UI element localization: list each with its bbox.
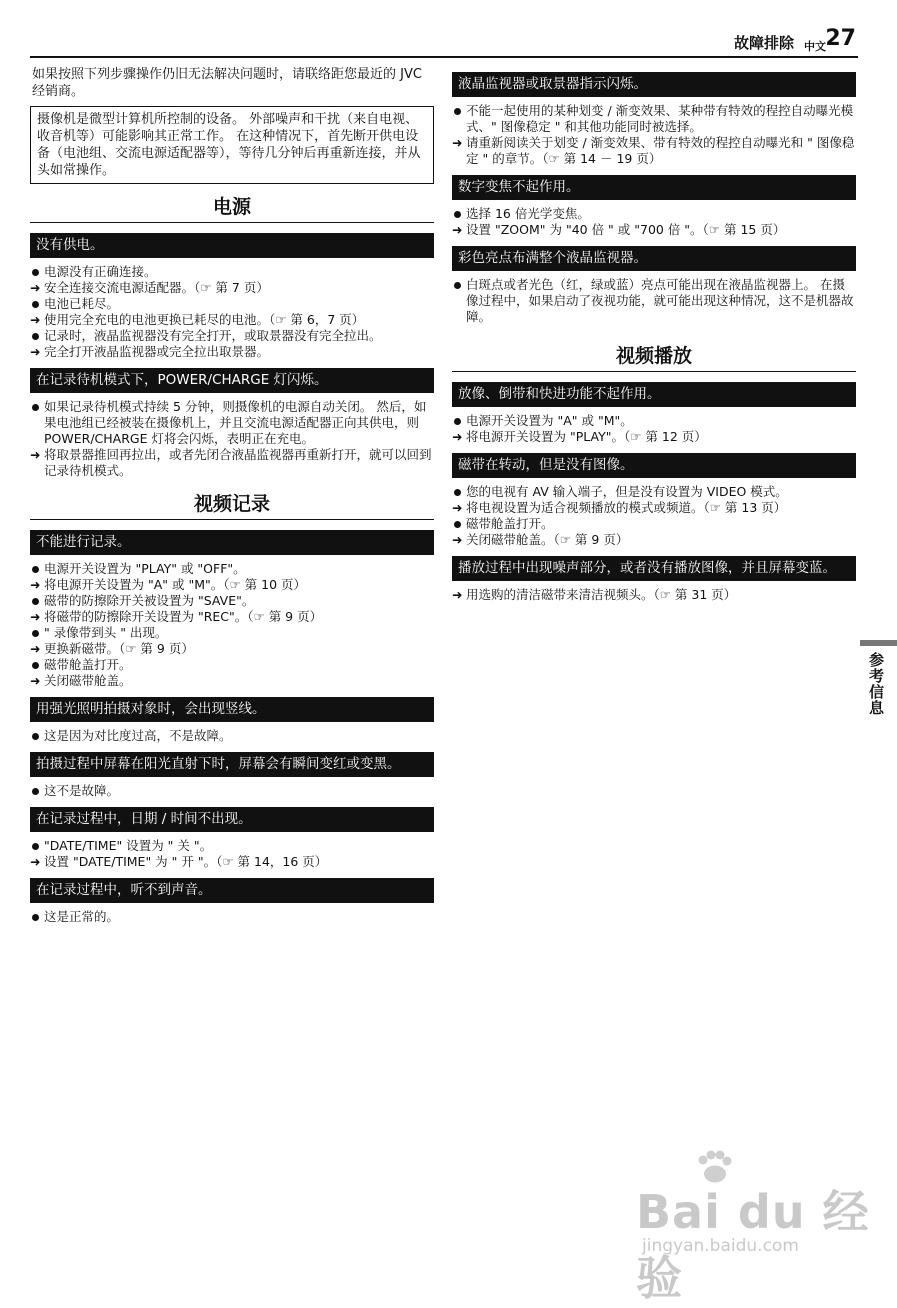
display-sections bbox=[452, 72, 856, 325]
bullet-icon bbox=[32, 598, 39, 605]
arrow-icon: ➜ bbox=[452, 532, 463, 547]
bullet-icon bbox=[32, 333, 39, 340]
problem-heading: 播放过程中出现噪声部分，或者没有播放图像，并且屏幕变蓝。 bbox=[452, 556, 856, 581]
item-text: 白斑点或者光色（红，绿或蓝）亮点可能出现在液晶监视器上。 在摄像过程中，如果启动了夜视功能，就可能出现这种情况，这不是机器故障。 bbox=[466, 277, 854, 324]
item-text: 记录时，液晶监视器没有完全打开，或取景器没有完全拉出。 bbox=[44, 328, 382, 343]
cause-item bbox=[30, 296, 434, 312]
item-text: " 录像带到头 " 出现。 bbox=[44, 625, 168, 640]
item-text: 选择 16 倍光学变焦。 bbox=[466, 206, 590, 221]
remedy-item bbox=[452, 222, 856, 238]
item-text: 电池已耗尽。 bbox=[44, 296, 120, 311]
remedy-item bbox=[452, 500, 856, 516]
problem-heading: 拍摄过程中屏幕在阳光直射下时，屏幕会有瞬间变红或变黑。 bbox=[30, 752, 434, 777]
item-text: 设置 "ZOOM" 为 "40 倍 " 或 "700 倍 "。（☞ 第 15 页） bbox=[466, 222, 786, 237]
cause-item bbox=[30, 838, 434, 854]
notice-box: 摄像机是微型计算机所控制的设备。 外部噪声和干扰（来自电视、收音机等）可能影响其正常工作。 在这种情况下，首先断开供电设备（电池组、交流电源适配器等），等待几分钟后再重新连接，并从头如常操作。 bbox=[30, 106, 434, 184]
arrow-icon: ➜ bbox=[30, 609, 41, 624]
bullet-icon bbox=[32, 843, 39, 850]
item-text: 这不是故障。 bbox=[44, 783, 120, 798]
arrow-icon: ➜ bbox=[30, 641, 41, 656]
arrow-icon: ➜ bbox=[452, 429, 463, 444]
item-text: 电源没有正确连接。 bbox=[44, 264, 157, 279]
arrow-icon: ➜ bbox=[452, 135, 463, 150]
cause-item bbox=[452, 206, 856, 222]
cause-item bbox=[30, 593, 434, 609]
cause-item bbox=[452, 413, 856, 429]
item-text: 磁带舱盖打开。 bbox=[466, 516, 554, 531]
header-lang: 中文 bbox=[804, 40, 826, 53]
arrow-icon: ➜ bbox=[30, 447, 41, 462]
bullet-icon bbox=[32, 269, 39, 276]
solution-list bbox=[30, 838, 434, 870]
arrow-icon: ➜ bbox=[30, 344, 41, 359]
arrow-icon: ➜ bbox=[452, 222, 463, 237]
solution-list bbox=[452, 484, 856, 548]
item-text: 关闭磁带舱盖。 bbox=[44, 673, 132, 688]
remedy-item bbox=[30, 609, 434, 625]
remedy-item bbox=[452, 135, 856, 167]
arrow-icon: ➜ bbox=[452, 587, 463, 602]
item-text: 不能一起使用的某种划变 / 渐变效果、某种带有特效的程控自动曝光模式、" 图像稳定 " 和其他功能同时被选择。 bbox=[466, 103, 854, 134]
bullet-icon bbox=[454, 211, 461, 218]
solution-list bbox=[452, 277, 856, 325]
section-title-playback: 视频播放 bbox=[452, 339, 856, 372]
solution-list bbox=[452, 413, 856, 445]
playback-sections bbox=[452, 382, 856, 603]
item-text: 设置 "DATE/TIME" 为 " 开 "。（☞ 第 14，16 页） bbox=[44, 854, 328, 869]
left-column bbox=[30, 66, 434, 933]
arrow-icon: ➜ bbox=[30, 854, 41, 869]
intro-text: 如果按照下列步骤操作仍旧无法解决问题时，请联络距您最近的 JVC 经销商。 bbox=[32, 67, 422, 99]
remedy-item bbox=[30, 344, 434, 360]
item-text: "DATE/TIME" 设置为 " 关 "。 bbox=[44, 838, 213, 853]
cause-item bbox=[30, 783, 434, 799]
remedy-item bbox=[30, 854, 434, 870]
problem-heading: 数字变焦不起作用。 bbox=[452, 175, 856, 200]
bullet-icon bbox=[32, 788, 39, 795]
problem-heading: 在记录过程中，日期 / 时间不出现。 bbox=[30, 807, 434, 832]
item-text: 电源开关设置为 "A" 或 "M"。 bbox=[466, 413, 633, 428]
solution-list bbox=[30, 561, 434, 689]
item-text: 将电源开关设置为 "A" 或 "M"。（☞ 第 10 页） bbox=[44, 577, 307, 592]
bullet-icon bbox=[32, 733, 39, 740]
solution-list bbox=[30, 783, 434, 799]
arrow-icon: ➜ bbox=[452, 500, 463, 515]
watermark-url: jingyan.baidu.com bbox=[642, 1236, 799, 1256]
remedy-item bbox=[452, 429, 856, 445]
watermark bbox=[636, 1150, 876, 1305]
problem-heading: 放像、倒带和快进功能不起作用。 bbox=[452, 382, 856, 407]
remedy-item bbox=[30, 447, 434, 479]
solution-list bbox=[30, 399, 434, 479]
item-text: 用选购的清洁磁带来清洁视频头。（☞ 第 31 页） bbox=[466, 587, 737, 602]
cause-item bbox=[30, 561, 434, 577]
item-text: 完全打开液晶监视器或完全拉出取景器。 bbox=[44, 344, 270, 359]
cause-item bbox=[30, 399, 434, 447]
page-number: 27 bbox=[825, 26, 856, 51]
cause-item bbox=[30, 657, 434, 673]
solution-list bbox=[30, 728, 434, 744]
bullet-icon bbox=[454, 282, 461, 289]
solution-list bbox=[452, 103, 856, 167]
cause-item bbox=[452, 516, 856, 532]
solution-list bbox=[452, 587, 856, 603]
cause-item bbox=[30, 728, 434, 744]
cause-item bbox=[30, 264, 434, 280]
solution-list bbox=[30, 264, 434, 360]
page-header bbox=[30, 28, 858, 58]
watermark-logo: Bai du 经验 bbox=[636, 1185, 870, 1305]
remedy-item bbox=[30, 641, 434, 657]
bullet-icon bbox=[454, 108, 461, 115]
cause-item bbox=[452, 103, 856, 135]
power-sections bbox=[30, 233, 434, 479]
remedy-item bbox=[452, 532, 856, 548]
item-text: 将磁带的防擦除开关设置为 "REC"。（☞ 第 9 页） bbox=[44, 609, 323, 624]
bullet-icon bbox=[32, 566, 39, 573]
problem-heading: 磁带在转动，但是没有图像。 bbox=[452, 453, 856, 478]
item-text: 将电源开关设置为 "PLAY"。（☞ 第 12 页） bbox=[466, 429, 707, 444]
arrow-icon: ➜ bbox=[30, 312, 41, 327]
item-text: 将电视设置为适合视频播放的模式或频道。（☞ 第 13 页） bbox=[466, 500, 787, 515]
remedy-item bbox=[30, 312, 434, 328]
bullet-icon bbox=[454, 418, 461, 425]
problem-heading: 在记录过程中，听不到声音。 bbox=[30, 878, 434, 903]
right-column bbox=[452, 66, 856, 611]
item-text: 使用完全充电的电池更换已耗尽的电池。（☞ 第 6，7 页） bbox=[44, 312, 365, 327]
remedy-item bbox=[452, 587, 856, 603]
bullet-icon bbox=[32, 914, 39, 921]
cause-item bbox=[30, 909, 434, 925]
problem-heading: 液晶监视器或取景器指示闪烁。 bbox=[452, 72, 856, 97]
item-text: 更换新磁带。（☞ 第 9 页） bbox=[44, 641, 194, 656]
item-text: 您的电视有 AV 输入端子，但是没有设置为 VIDEO 模式。 bbox=[466, 484, 788, 499]
solution-list bbox=[30, 909, 434, 925]
side-label: 参考信息 bbox=[867, 652, 885, 716]
cause-item bbox=[452, 277, 856, 325]
side-tab-marker bbox=[860, 640, 897, 646]
item-text: 如果记录待机模式持续 5 分钟，则摄像机的电源自动关闭。 然后，如果电池组已经被装在摄像机上，并且交流电源适配器正向其供电，则 POWER/CHARGE 灯将会闪烁，表明正在充电。 bbox=[44, 399, 427, 446]
item-text: 安全连接交流电源适配器。（☞ 第 7 页） bbox=[44, 280, 269, 295]
bullet-icon bbox=[454, 489, 461, 496]
bullet-icon bbox=[32, 301, 39, 308]
solution-list bbox=[452, 206, 856, 238]
remedy-item bbox=[30, 673, 434, 689]
remedy-item bbox=[30, 577, 434, 593]
bullet-icon bbox=[32, 630, 39, 637]
arrow-icon: ➜ bbox=[30, 280, 41, 295]
problem-heading: 彩色亮点布满整个液晶监视器。 bbox=[452, 246, 856, 271]
recording-sections bbox=[30, 530, 434, 925]
problem-heading: 在记录待机模式下，POWER/CHARGE 灯闪烁。 bbox=[30, 368, 434, 393]
arrow-icon: ➜ bbox=[30, 673, 41, 688]
item-text: 这是因为对比度过高，不是故障。 bbox=[44, 728, 232, 743]
problem-heading: 不能进行记录。 bbox=[30, 530, 434, 555]
bullet-icon bbox=[32, 404, 39, 411]
problem-heading: 没有供电。 bbox=[30, 233, 434, 258]
item-text: 电源开关设置为 "PLAY" 或 "OFF"。 bbox=[44, 561, 246, 576]
cause-item bbox=[452, 484, 856, 500]
item-text: 磁带舱盖打开。 bbox=[44, 657, 132, 672]
bullet-icon bbox=[32, 662, 39, 669]
arrow-icon: ➜ bbox=[30, 577, 41, 592]
header-title: 故障排除 bbox=[733, 34, 794, 52]
cause-item bbox=[30, 328, 434, 344]
item-text: 将取景器推回再拉出，或者先闭合液晶监视器再重新打开，就可以回到记录待机模式。 bbox=[44, 447, 432, 478]
item-text: 关闭磁带舱盖。（☞ 第 9 页） bbox=[466, 532, 629, 547]
item-text: 磁带的防擦除开关被设置为 "SAVE"。 bbox=[44, 593, 255, 608]
remedy-item bbox=[30, 280, 434, 296]
cause-item bbox=[30, 625, 434, 641]
bullet-icon bbox=[454, 521, 461, 528]
section-title-recording: 视频记录 bbox=[30, 487, 434, 520]
item-text: 这是正常的。 bbox=[44, 909, 120, 924]
problem-heading: 用强光照明拍摄对象时，会出现竖线。 bbox=[30, 697, 434, 722]
item-text: 请重新阅读关于划变 / 渐变效果、带有特效的程控自动曝光和 " 图像稳定 " 的章节。（☞ 第 14 － 19 页） bbox=[466, 135, 855, 166]
section-title-power: 电源 bbox=[30, 190, 434, 223]
